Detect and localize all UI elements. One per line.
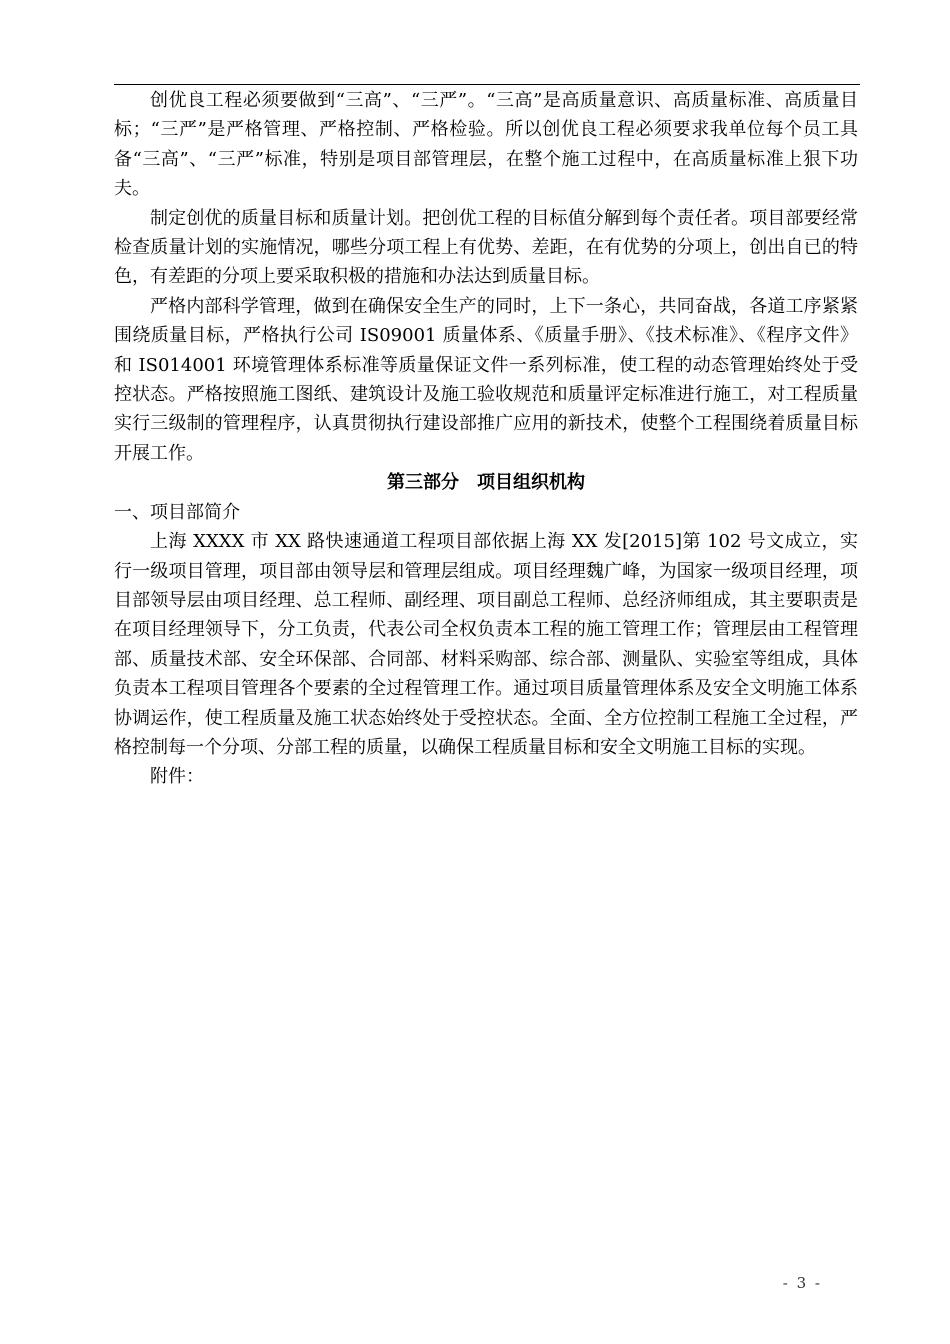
attachment-label: 附件： — [150, 766, 204, 788]
paragraph-project-intro: 上海 XXXX 市 XX 路快速通道工程项目部依据上海 XX 发[2015]第 102 号文成立，实行一级项目管理，项目部由领导层和管理层组成。项目经理魏广峰，为国家一级项目经理，项目部领导层由项目经理、总工程师、副经理、项目副总工程师、总经济师组成，其主要职责是在项目经理领导下，分工负责，代表公司全权负责本工程的施工管理工作；管理层由工程管理部、质量技术部、安全环保部、合同部、材料采购部、综合部、测量队、实验室等组成，具体负责本工程项目管理各个要素的全过程管理工作。通过项目质量管理体系及安全文明施工体系协调运作，使工程质量及施工状态始终处于受控状态。全面、全方位控制工程施工全过程，严格控制每一个分项、分部工程的质量，以确保工程质量目标和安全文明施工目标的实现。 — [114, 531, 858, 758]
subheading: 一、项目部简介 — [114, 501, 240, 523]
document-body — [114, 86, 858, 792]
section-heading: 第三部分 项目组织机构 — [387, 472, 585, 494]
page-number: - 3 - — [782, 1274, 822, 1292]
header-rule — [114, 84, 860, 85]
paragraph-internal-management: 严格内部科学管理，做到在确保安全生产的同时，上下一条心，共同奋战，各道工序紧紧围绕质量目标，严格执行公司 IS09001 质量体系、《质量手册》、《技术标准》、《程序文件》和 IS014001 环境管理体系标准等质量保证文件一系列标准，使工程的动态管理始终处于受控状态。严格按照施工图纸、建筑设计及施工验收规范和质量评定标准进行施工，对工程质量实行三级制的管理程序，认真贯彻执行建设部推广应用的新技术，使整个工程围绕着质量目标开展工作。 — [114, 295, 858, 464]
paragraph-three-highs: 创优良工程必须要做到“三高”、“三严”。“三高”是高质量意识、高质量标准、高质量目标；“三严”是严格管理、严格控制、严格检验。所以创优良工程必须要求我单位每个员工具备“三高”、“三严”标准，特别是项目部管理层，在整个施工过程中，在高质量标准上狠下功夫。 — [114, 90, 858, 200]
paragraph-quality-plan: 制定创优的质量目标和质量计划。把创优工程的目标值分解到每个责任者。项目部要经常检查质量计划的实施情况，哪些分项工程上有优势、差距，在有优势的分项上，创出自已的特色，有差距的分项上要采取积极的措施和办法达到质量目标。 — [114, 207, 858, 288]
